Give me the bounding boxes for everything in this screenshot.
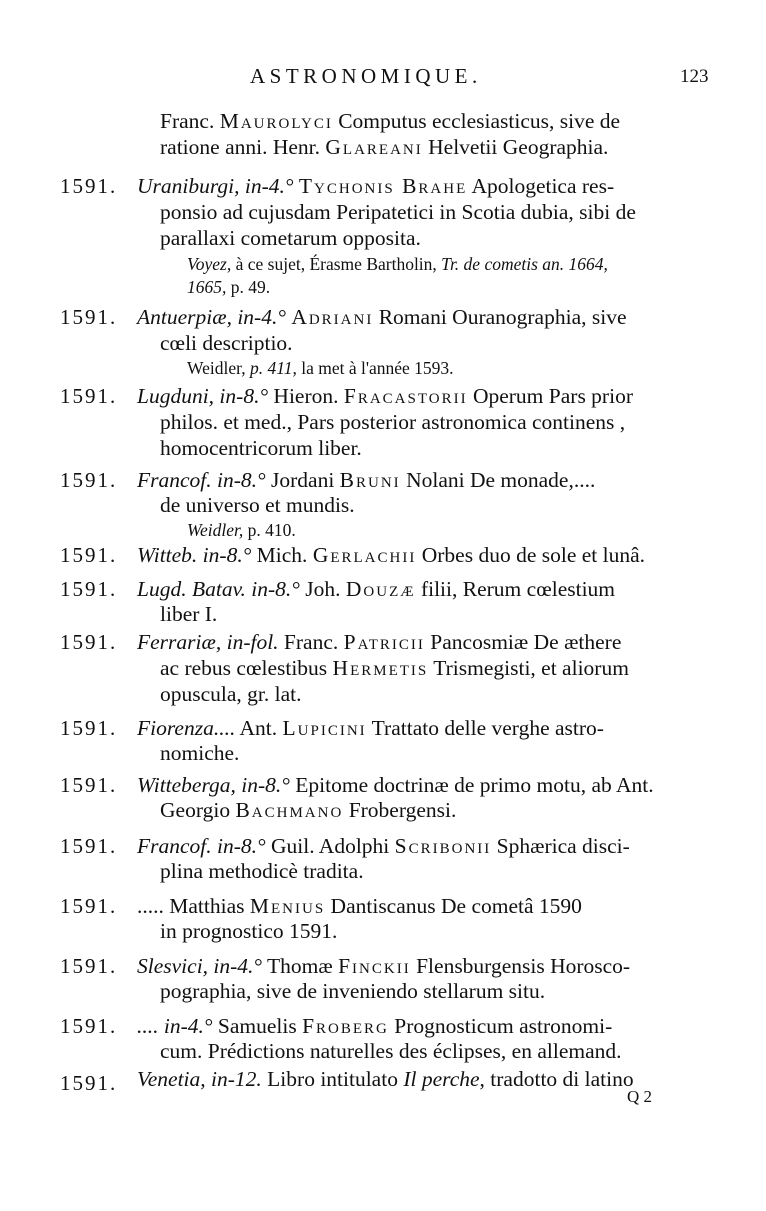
- entry-year: 1591.: [60, 305, 118, 329]
- entry-title: filii, Rerum cœlestium: [415, 577, 616, 601]
- entry-year: 1591.: [60, 174, 118, 198]
- author-name: Patricii: [343, 630, 425, 654]
- entry-year: 1591.: [60, 1071, 118, 1095]
- author-name: Bruni: [339, 468, 401, 492]
- entry-continuation: cum. Prédictions naturelles des éclipses, en allemand.: [160, 1039, 622, 1063]
- note-text: à ce sujet, Érasme Bartholin,: [231, 254, 442, 274]
- author-name: Adriani: [291, 305, 374, 329]
- author-name: Bachmano: [235, 798, 344, 822]
- author-name: Finckii: [338, 954, 411, 978]
- entry-title: Trattato delle verghe astro-: [366, 716, 604, 740]
- author-name: Froberg: [302, 1014, 389, 1038]
- entry-continuation: ponsio ad cujusdam Peripatetici in Scotia dubia, sibi de: [160, 200, 636, 224]
- entry-place: Ferrariæ, in-fol.: [137, 630, 279, 654]
- author-name: Menius: [249, 894, 326, 918]
- entry-year: 1591.: [60, 773, 118, 797]
- note-text: p. 410.: [243, 520, 296, 540]
- carryover-line: [160, 134, 608, 160]
- note-text: p. 411,: [250, 358, 297, 378]
- entry-note: [187, 355, 454, 381]
- entry-year: 1591.: [60, 954, 118, 978]
- entry-note: [187, 517, 296, 543]
- entry-place: Francof. in-8.°: [137, 468, 266, 492]
- note-text: Weidler,: [187, 520, 244, 540]
- text: ratione anni. Henr.: [160, 135, 326, 159]
- entry-title: Flensburgensis Horosco-: [410, 954, 631, 978]
- note-text: Voyez,: [187, 254, 232, 274]
- entry-place: .....: [137, 894, 164, 918]
- author-name: Gerlachii: [312, 543, 417, 567]
- author-name: Fracastorii: [343, 384, 468, 408]
- entry-title: Orbes duo de sole et lunâ.: [416, 543, 646, 567]
- author-name: Glareani: [325, 135, 423, 159]
- entry-continuation: cœli descriptio.: [160, 331, 293, 355]
- text: Matthias: [163, 894, 250, 918]
- entry-continuation: homocentricorum liber.: [160, 436, 362, 460]
- entry-title: Prognosticum astronomi-: [388, 1014, 613, 1038]
- entry-place: Lugd. Batav. in-8.°: [137, 577, 300, 601]
- entry-continuation: [160, 655, 629, 681]
- author-name: Hermetis: [332, 656, 429, 680]
- entry-title: Operum Pars prior: [467, 384, 633, 408]
- note-text: Weidler,: [187, 358, 251, 378]
- author-name: Lupicini: [282, 716, 367, 740]
- text: Frobergensi.: [343, 798, 457, 822]
- entry-line: [137, 953, 630, 979]
- entry-title: Il perche: [403, 1067, 480, 1091]
- entry-title: Sphærica disci-: [491, 834, 630, 858]
- text: Trismegisti, et aliorum: [428, 656, 629, 680]
- note-text: 1665,: [187, 277, 227, 297]
- entry-title: Epitome doctrinæ de primo motu, ab Ant.: [289, 773, 654, 797]
- author-name: Maurolyci: [219, 109, 333, 133]
- entry-place: Lugduni, in-8.°: [137, 384, 269, 408]
- entry-year: 1591.: [60, 468, 118, 492]
- entry-line: [137, 173, 614, 199]
- entry-continuation: opuscula, gr. lat.: [160, 682, 302, 706]
- entry-continuation: [160, 797, 456, 823]
- entry-year: 1591.: [60, 543, 118, 567]
- entry-year: 1591.: [60, 834, 118, 858]
- entry-place: Antuerpiæ, in-4.°: [137, 305, 286, 329]
- entry-continuation: pographia, sive de inveniendo stellarum situ.: [160, 979, 546, 1003]
- entry-place: .... in-4.°: [137, 1014, 213, 1038]
- text: Franc.: [278, 630, 344, 654]
- entry-year: 1591.: [60, 630, 118, 654]
- author-name: Scribonii: [394, 834, 492, 858]
- entry-year: 1591.: [60, 384, 118, 408]
- entry-line: [137, 1013, 612, 1039]
- entry-title: Dantiscanus De cometâ 1590: [325, 894, 582, 918]
- entry-title: Apologetica res-: [467, 174, 615, 198]
- text: Helvetii Geographia.: [422, 135, 609, 159]
- entry-year: 1591.: [60, 577, 118, 601]
- note-text: la met à l'année 1593.: [296, 358, 454, 378]
- entry-year: 1591.: [60, 894, 118, 918]
- text: Mich.: [251, 543, 313, 567]
- entry-place: Venetia, in-12.: [137, 1067, 262, 1091]
- entry-place: Witteberga, in-8.°: [137, 773, 290, 797]
- text: Georgio: [160, 798, 236, 822]
- entry-line: [137, 833, 630, 859]
- entry-place: Francof. in-8.°: [137, 834, 266, 858]
- entry-line: [137, 383, 633, 409]
- entry-continuation: nomiche.: [160, 741, 240, 765]
- text: Guil. Adolphi: [265, 834, 395, 858]
- entry-line: [137, 772, 654, 798]
- entry-line: [137, 542, 645, 568]
- entry-continuation: de universo et mundis.: [160, 493, 355, 517]
- entry-year: 1591.: [60, 716, 118, 740]
- entry-continuation: plina methodicè tradita.: [160, 859, 364, 883]
- entry-place: Uraniburgi, in-4.°: [137, 174, 294, 198]
- entry-place: Slesvici, in-4.°: [137, 954, 263, 978]
- note-text: Tr. de cometis an. 1664,: [441, 254, 608, 274]
- entry-line: [137, 304, 627, 330]
- text: Libro intitulato: [261, 1067, 404, 1091]
- text: Samuelis: [212, 1014, 303, 1038]
- carryover-line: [160, 108, 620, 134]
- signature-mark: Q 2: [627, 1087, 653, 1106]
- page-number: 123: [680, 66, 709, 87]
- text: Franc.: [160, 109, 220, 133]
- text: Ant.: [235, 716, 283, 740]
- entry-line: [137, 893, 582, 919]
- text: Thomæ: [262, 954, 339, 978]
- entry-line: [137, 629, 621, 655]
- entry-place: Fiorenza....: [137, 716, 236, 740]
- author-name: Tychonis Brahe: [298, 174, 468, 198]
- entry-continuation: liber I.: [160, 602, 218, 626]
- entry-line: [137, 576, 615, 602]
- entry-title: , tradotto di latino: [479, 1067, 634, 1091]
- entry-continuation: parallaxi cometarum opposita.: [160, 226, 421, 250]
- text: Computus ecclesiasticus, sive de: [332, 109, 621, 133]
- running-head: ASTRONOMIQUE.: [250, 64, 482, 88]
- entry-title: Romani Ouranographia, sive: [373, 305, 627, 329]
- entry-year: 1591.: [60, 1014, 118, 1038]
- entry-title: Pancosmiæ De æthere: [424, 630, 622, 654]
- note-text: p. 49.: [226, 277, 271, 297]
- entry-line: [137, 467, 595, 493]
- text: ac rebus cœlestibus: [160, 656, 333, 680]
- text: Jordani: [265, 468, 340, 492]
- entry-continuation: in prognostico 1591.: [160, 919, 338, 943]
- text: Joh.: [299, 577, 346, 601]
- entry-place: Witteb. in-8.°: [137, 543, 252, 567]
- entry-note: [187, 274, 270, 300]
- entry-continuation: philos. et med., Pars posterior astronomica continens ,: [160, 410, 626, 434]
- entry-title: Nolani De monade,....: [400, 468, 596, 492]
- author-name: Douzæ: [345, 577, 416, 601]
- text: Hieron.: [268, 384, 344, 408]
- entry-line: [137, 1066, 634, 1092]
- entry-line: [137, 715, 604, 741]
